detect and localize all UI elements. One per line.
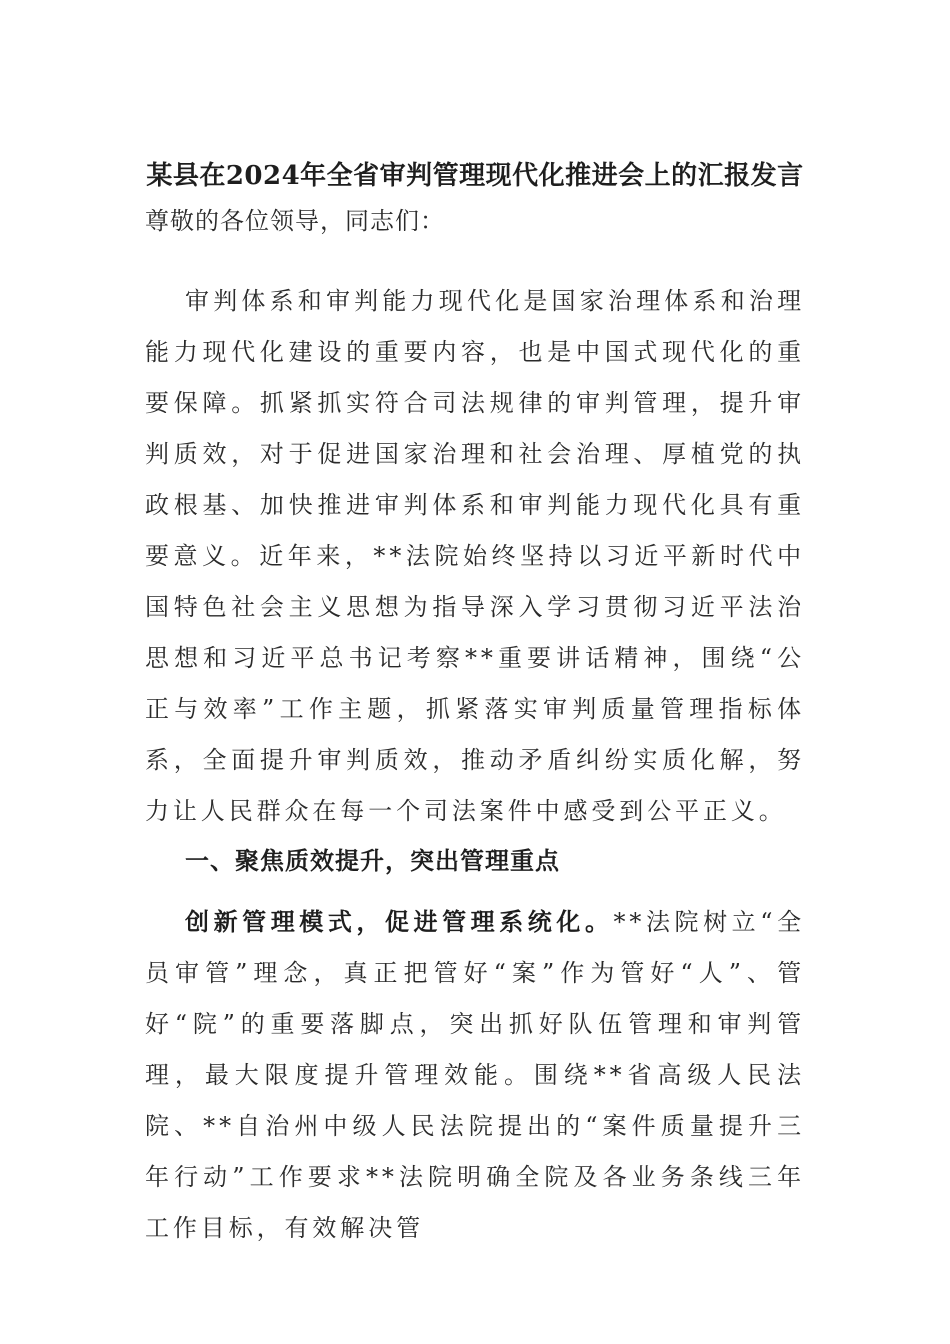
document-title: 某县在2024年全省审判管理现代化推进会上的汇报发言 <box>146 161 804 191</box>
paragraph-body-text: **法院树立“全员审管”理念，真正把管好“案”作为管好“人”、管好“院”的重要落脚点，突出抓好队伍管理和审判管理，最大限度提升管理效能。围绕**省高级人民法院、**自治州中级人民法院提出的“案件质量提升三年行动”工作要求**法院明确全院及各业务条线三年工作目标，有效解决管 <box>145 908 805 1242</box>
body-paragraph-intro: 审判体系和审判能力现代化是国家治理体系和治理能力现代化建设的重要内容，也是中国式现代化的重要保障。抓紧抓实符合司法规律的审判管理，提升审判质效，对于促进国家治理和社会治理、厚植党的执政根基、加快推进审判体系和审判能力现代化具有重要意义。近年来，**法院始终坚持以习近平新时代中国特色社会主义思想为指导深入学习贯彻习近平法治思想和习近平总书记考察**重要讲话精神，围绕“公正与效率”工作主题，抓紧落实审判质量管理指标体系，全面提升审判质效，推动矛盾纠纷实质化解，努力让人民群众在每一个司法案件中感受到公平正义。 <box>145 287 805 825</box>
paragraph-lead-sentence: 创新管理模式，促进管理系统化。 <box>185 907 614 936</box>
section-heading-1: 一、聚焦质效提升，突出管理重点 <box>185 846 560 875</box>
salutation: 尊敬的各位领导，同志们： <box>145 207 445 235</box>
body-paragraph-section-1 <box>145 896 805 1254</box>
